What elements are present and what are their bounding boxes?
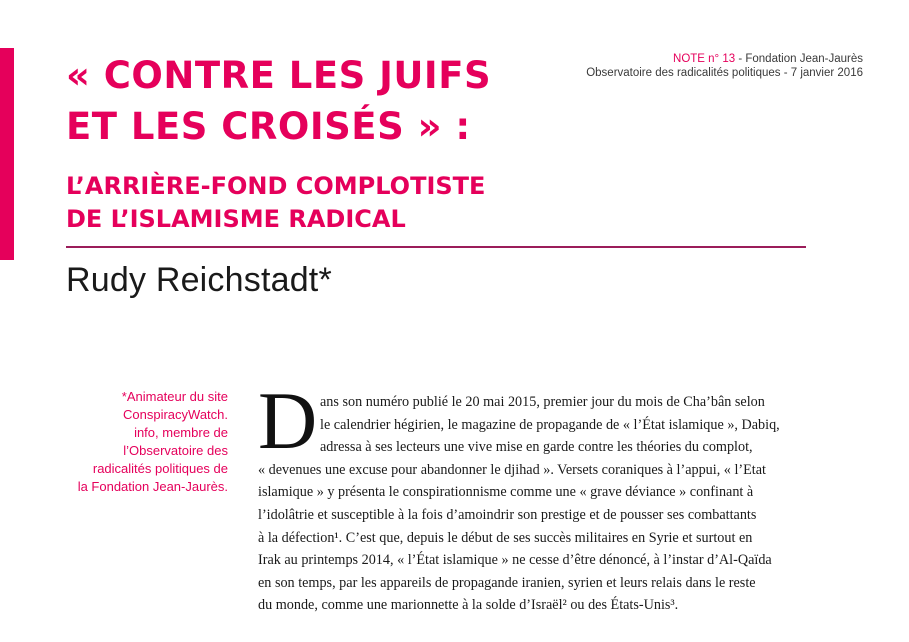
- author-note-line: la Fondation Jean-Jaurès.: [77, 479, 228, 494]
- note-header-line2: Observatoire des radicalités politiques - 7 janvier 2016: [586, 67, 863, 79]
- subtitle-line-1: L’ARRIÈRE-FOND COMPLOTISTE: [66, 172, 486, 200]
- body-line: islamique » y présenta le conspirationnisme comme une « grave déviance » confinant à: [258, 484, 754, 501]
- note-header: [586, 52, 863, 80]
- note-label: NOTE n° 13: [673, 53, 736, 65]
- author-note-line: l’Observatoire des: [123, 443, 228, 458]
- body-line: « devenues une excuse pour abandonner le djihad ». Versets coraniques à l’appui, « l’Etat: [258, 461, 766, 478]
- author-note-line: radicalités politiques de: [92, 461, 228, 476]
- subtitle-line-2: DE L’ISLAMISME RADICAL: [66, 205, 406, 233]
- body-line: en son temps, par les appareils de propagande iranien, syrien et leurs relais dans le reste: [258, 574, 756, 591]
- body-line: adressa à ses lecteurs une vive mise en garde contre les théories du complot,: [320, 439, 753, 456]
- title-divider: [66, 246, 806, 248]
- page-title: [66, 50, 626, 152]
- body-line: Irak au printemps 2014, « l’État islamique » ne cesse d’être dénoncé, à l’instar d’Al-Qaïda: [258, 552, 772, 569]
- author-note-line: ConspiracyWatch.: [123, 407, 228, 422]
- title-line-1: « CONTRE LES JUIFS: [66, 54, 492, 97]
- note-source: - Fondation Jean-Jaurès: [735, 53, 863, 65]
- body-line: ans son numéro publié le 20 mai 2015, premier jour du mois de Cha’bân selon: [320, 394, 765, 410]
- body-line: à la défection¹. C’est que, depuis le début de ses succès militaires en Syrie et surtout en: [258, 529, 753, 546]
- title-line-2: ET LES CROISÉS » :: [66, 105, 471, 148]
- drop-cap: D: [258, 375, 318, 466]
- page-subtitle: [66, 170, 626, 236]
- author-name: Rudy Reichstadt*: [66, 261, 332, 299]
- author-note-line: info, membre de: [134, 425, 228, 440]
- body-line: le calendrier hégirien, le magazine de propagande de « l’État islamique », Dabiq,: [320, 416, 780, 433]
- author-note: [58, 388, 228, 496]
- body-line: du monde, comme une marionnette à la solde d’Israël² ou des États-Unis³.: [258, 597, 679, 614]
- author-note-line: *Animateur du site: [121, 389, 228, 404]
- accent-bar: [0, 48, 14, 260]
- note-header-line1: [586, 52, 863, 66]
- body-line: l’idolâtrie et susceptible à la fois d’amoindrir son prestige et de pousser ses combattants: [258, 506, 757, 523]
- body-text: [258, 391, 806, 617]
